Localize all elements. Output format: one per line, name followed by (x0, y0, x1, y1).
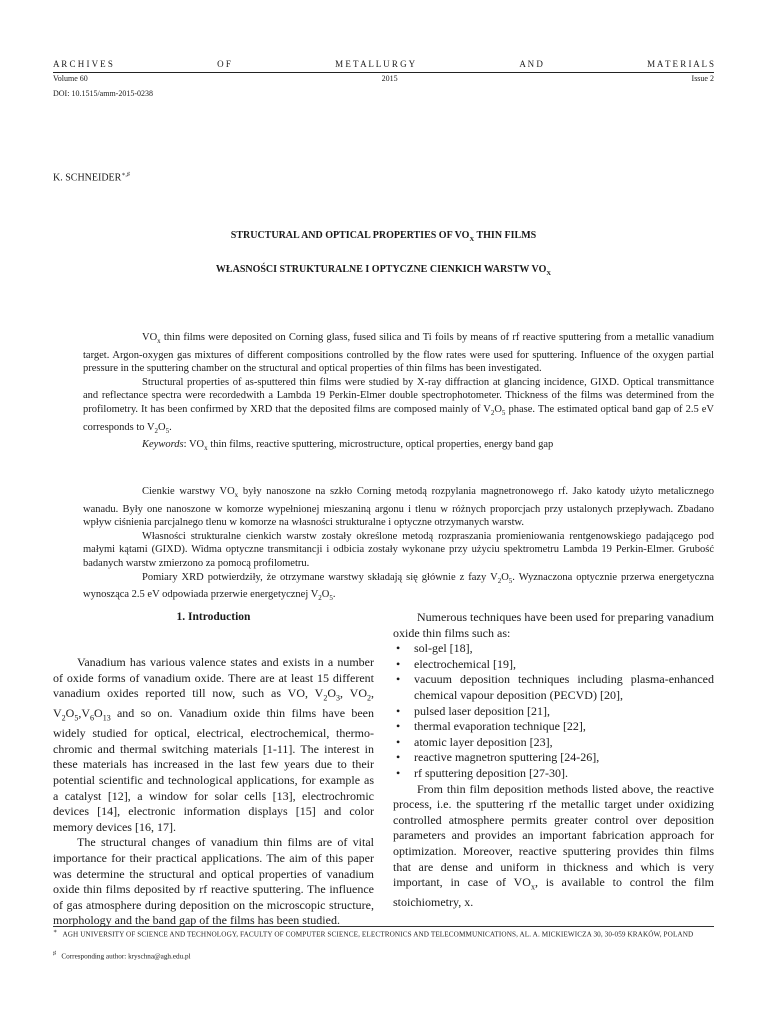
abstract-en-p2: Structural properties of as-sputtered thin films were studied by X-ray diffraction at glancing incidence, GIXD. Optical transmittance and reflectance spectra were recordedwith a Lambda 19 Perkin-Elmer double spectrophotometer. Thickness of the films was determined from the profilometry. It has been confirmed by XRD that the deposited films are composed mainly of $V_2O_5$ phase. The estimated optical band gap of 2.5 eV corresponds to $V_2O_5$. (83, 376, 714, 435)
list-item: • electrochemical [19], (393, 657, 714, 673)
abstract-pl-p1: Cienkie warstwy $VO_x$ były nanoszone na szkło Corning metodą rozpylania magnetronowego rf. Jako katody użyto metalicznego wanadu. Były one nanoszone w komorze wypełnionej mieszaniną argonu i tlenu w różnych proporcjach przy ustalonych przepływach. Zbadano wpływ ciśnienia parcjalnego tlenu w komorze na własności strukturalne i optyczne otrzymanych warstw. (83, 486, 714, 529)
section-heading-introduction: 1. Introduction (176, 611, 251, 623)
intro-p1: Vanadium has various valence states and exists in a number of oxide forms of vanadium oxide. There are at least 15 different vanadium oxides reported till now, such as VO, $V_2O_3$, $VO_2$, $V_2O_5,V_6O_{13}$ and so on. Vanadium oxide thin films have been widely studied for optical, electrical, electrochemical, thermo-chromic and thermal switching materials [1-11]. The interest in these materials has increased in the last few years due to their potential scientific and technological applications, for example as a catalyst [12], a window for solar cells [13], electrochromic devices [14], electronic information displays [15] and color memory devices [16, 17]. (53, 655, 374, 834)
volume: Volume 60 (53, 74, 88, 83)
journal-word: M E T A L L U R G Y (335, 59, 416, 69)
journal-title (53, 59, 714, 69)
left-column (53, 655, 374, 929)
keywords: Keywords: $VO_x$ thin films, reactive sputtering, microstructure, optical properties, energy band gap (142, 439, 554, 453)
author-name: K. SCHNEIDER (53, 172, 122, 184)
abstract-polish (83, 485, 714, 606)
list-item: • sol-gel [18], (393, 641, 714, 657)
right-column (393, 610, 714, 911)
title-polish: WŁASNOŚCI STRUKTURALNE I OPTYCZNE CIENKICH WARSTW $VO_X$ (215, 264, 552, 277)
author-marks: ∗,♯ (121, 172, 130, 178)
journal-word: M A T E R I A L S (647, 59, 714, 69)
list-item: • vacuum deposition techniques including plasma-enhanced chemical vapour deposition (PECVD) [20], (393, 672, 714, 703)
journal-word: O F (217, 59, 231, 69)
list-item: • pulsed laser deposition [21], (393, 704, 714, 720)
abstract-pl-p3: Pomiary XRD potwierdziły, że otrzymane warstwy składają się głównie z fazy $V_2O_5$. Wyznaczona optycznie przerwa energetyczna wynosząca 2.5 eV odpowiada przerwie energetycznej $V_2O_5$. (83, 571, 714, 603)
footnote-affiliation: ∗ AGH UNIVERSITY OF SCIENCE AND TECHNOLOGY, FACULTY OF COMPUTER SCIENCE, ELECTRONICS AND TELECOMMUNICATIONS, AL. A. MICKIEWICZA 30, 30-059 KRAKÓW, POLAND (53, 929, 694, 939)
list-item: • reactive magnetron sputtering [24-26], (393, 750, 714, 766)
title-english: STRUCTURAL AND OPTICAL PROPERTIES OF $VO_X$ THIN FILMS (230, 230, 537, 243)
abstract-pl-p2: Własności strukturalne cienkich warstw zostały określone metodą rozpraszania promieniowania rentgenowskiego padającego pod małymi kątami (GIXD). Widma optyczne transmitancji i odbicia zostały wykonane przy użyciu spektrometru Lambda 19 Perkin-Elmer. Grubość badanych warstw zmierzono za pomocą profilometru. (83, 530, 714, 570)
abstract-en-p1: $VO_x$ thin films were deposited on Corning glass, fused silica and Ti foils by means of rf reactive sputtering from a metallic vanadium target. Argon-oxygen gas mixtures of different compositions controlled by the flow rates were used for sputtering. Influence of the oxygen partial pressure in the sputtering chamber on the structural and optical properties of thin films has been investigated. (83, 332, 714, 375)
year: 2015 (381, 74, 398, 83)
issue-meta (53, 74, 714, 83)
list-item: • thermal evaporation technique [22], (393, 719, 714, 735)
header-rule (53, 72, 714, 73)
author (53, 171, 130, 183)
doi: DOI: 10.1515/amm-2015-0238 (53, 89, 153, 98)
journal-word: A N D (519, 59, 543, 69)
intro-right-p1: Numerous techniques have been used for preparing vanadium oxide thin films such as: (393, 610, 714, 640)
intro-p2: The structural changes of vanadium thin films are of vital importance for their practical applications. The aim of this paper was determine the structural and optical properties of vanadium oxide thin films deposited by rf reactive sputtering. The influence of gas atmosphere during deposition on the microscopic structure, morphology and the band gap of the films has been studied. (53, 835, 374, 928)
list-item: • atomic layer deposition [23], (393, 735, 714, 751)
abstract-english (83, 331, 714, 456)
technique-list (393, 641, 714, 781)
footnote-rule (53, 926, 714, 927)
footnote-corresponding: ♯ Corresponding author: kryschna@agh.edu.pl (53, 951, 191, 961)
list-item: • rf sputtering deposition [27-30]. (393, 766, 714, 782)
intro-right-p2: From thin film deposition methods listed above, the reactive process, i.e. the sputtering rf the metallic target under oxidizing controlled atmosphere permits greater control over deposition parameters and provides an important fabrication approach for optimization. Moreover, reactive sputtering provides thin films that are dense and uniform in thickness and which is very important, in case of $VO_x$, is available to control the film stoichiometry, x. (393, 781, 714, 910)
issue: Issue 2 (691, 74, 714, 83)
journal-word: A R C H I V E S (53, 59, 113, 69)
